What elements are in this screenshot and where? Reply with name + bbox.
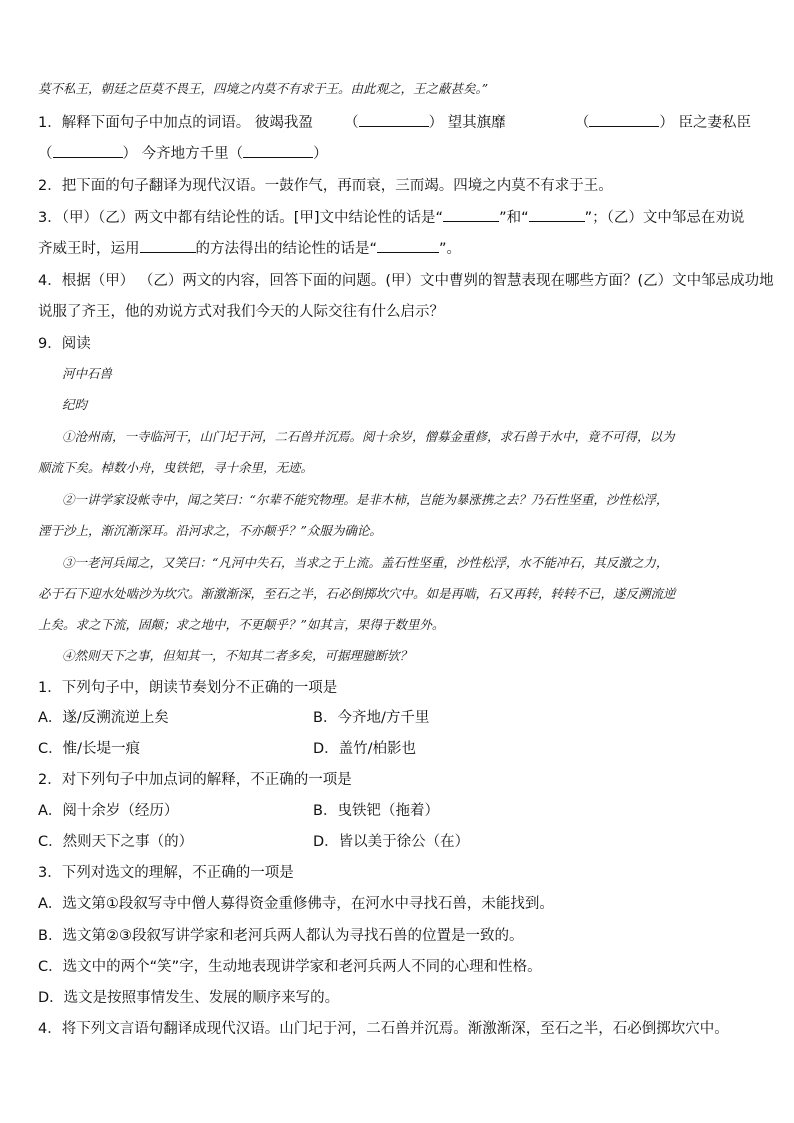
passage-paragraph-2: ②一讲学家设帐寺中，闻之笑曰：“尔辈不能究物理。是非木柿，岂能为暴涨携之去？乃石性坚重，沙性松浮， xyxy=(62,492,669,507)
question-1-phrase: 望其旗靡 xyxy=(447,115,506,131)
question-4-line-1: 4．根据（甲） （乙）两文的内容，回答下面的问题。(甲）文中曹刿的智慧表现在哪些方面？(乙）文中邹忌成功地 xyxy=(38,273,774,289)
subquestion-1-option-a: A．遂/反溯流逆上矣 xyxy=(38,710,169,726)
answer-blank[interactable] xyxy=(359,112,429,127)
question-1-text: 1．解释下面句子中加点的词语。 彼竭我盈 xyxy=(38,115,313,131)
passage-paragraph-3: ③一老河兵闻之，又笑曰：“凡河中失石，当求之于上流。盖石性坚重，沙性松浮，水不能冲石，其反激之力， xyxy=(62,555,669,570)
question-1-line-2: （ ） 今齐地方千里（ ） xyxy=(38,143,328,165)
answer-blank[interactable] xyxy=(243,143,313,158)
subquestion-2-option-a: A．阅十余岁（经历） xyxy=(38,803,179,819)
question-4-line-2: 说服了齐王，他的劝说方式对我们今天的人际交往有什么启示？ xyxy=(38,304,444,320)
subquestion-1-option-c: C．惟/长堤一痕 xyxy=(38,741,141,757)
subquestion-1-option-b: B．今齐地/方千里 xyxy=(313,710,430,726)
continued-passage-line: 莫不私王，朝廷之臣莫不畏王，四境之内莫不有求于王。由此观之，王之蔽甚矣。” xyxy=(38,81,489,96)
subquestion-2-option-c: C．然则天下之事（的） xyxy=(38,834,194,850)
subquestion-1-option-d: D．盖竹/柏影也 xyxy=(313,741,417,757)
answer-blank[interactable] xyxy=(589,112,659,127)
subquestion-3-option-b: B．选文第②③段叙写讲学家和老河兵两人都认为寻找石兽的位置是一致的。 xyxy=(38,928,524,944)
passage-paragraph-1: ①沧州南，一寺临河干，山门圮于河，二石兽并沉焉。阅十余岁，僧募金重修，求石兽于水中，竟不可得，以为 xyxy=(62,429,675,444)
answer-blank[interactable] xyxy=(529,207,585,222)
subquestion-2-option-d: D．皆以美于徐公（在） xyxy=(313,834,470,850)
answer-blank[interactable] xyxy=(53,143,123,158)
subquestion-3-option-c: C．选文中的两个“笑”字，生动地表现讲学家和老河兵两人不同的心理和性格。 xyxy=(38,959,542,975)
passage-paragraph-3: 上矣。求之下流，固颠；求之地中，不更颠乎？”如其言，果得于数里外。 xyxy=(38,617,445,632)
subquestion-3-option-a: A．选文第①段叙写寺中僧人募得资金重修佛寺，在河水中寻找石兽，未能找到。 xyxy=(38,896,554,912)
question-2: 2．把下面的句子翻译为现代汉语。一鼓作气，再而衰，三而竭。四境之内莫不有求于王。 xyxy=(38,178,613,194)
passage-paragraph-3: 必于石下迎水处啮沙为坎穴。渐激渐深，至石之半，石必倒掷坎穴中。如是再啮，石又再转，转转不已，遂反溯流逆 xyxy=(38,586,676,601)
question-1-phrase: 臣之妻私臣 xyxy=(678,115,751,131)
subquestion-1-stem: 1．下列句子中，朗读节奏划分不正确的一项是 xyxy=(38,680,338,696)
question-3-line-2: 齐威王时，运用 的方法得出的结论性的话是“ ”。 xyxy=(38,238,461,260)
subquestion-4: 4．将下列文言语句翻译成现代汉语。山门圮于河，二石兽并沉焉。渐激渐深，至石之半，石必倒掷坎穴中。 xyxy=(38,1021,729,1037)
question-1-phrase: 今齐地方千里（ xyxy=(141,146,244,162)
question-1-line-1: 1．解释下面句子中加点的词语。 彼竭我盈 （ ） 望其旗靡 （ ） 臣之妻私臣 xyxy=(38,112,751,134)
subquestion-3-stem: 3．下列对选文的理解，不正确的一项是 xyxy=(38,865,294,881)
answer-blank[interactable] xyxy=(140,238,196,253)
subquestion-2-option-b: B．曳铁钯（拖着） xyxy=(313,803,439,819)
section-9-heading: 9．阅读 xyxy=(38,336,91,352)
answer-blank[interactable] xyxy=(377,238,439,253)
answer-blank[interactable] xyxy=(443,207,499,222)
subquestion-3-option-d: D．选文是按照事情发生、发展的顺序来写的。 xyxy=(38,990,340,1006)
question-3-line-1: 3．（甲）（乙）两文中都有结论性的话。[甲]文中结论性的话是“ ”和“ ”；（乙）文中邹忌在劝说 xyxy=(38,207,744,229)
passage-paragraph-2: 湮于沙上，渐沉渐深耳。沿河求之，不亦颠乎？”众服为确论。 xyxy=(38,523,382,538)
passage-title: 河中石兽 xyxy=(62,366,113,381)
passage-paragraph-1: 顺流下矣。棹数小舟，曳铁钯，寻十余里，无迹。 xyxy=(38,460,314,475)
passage-author: 纪昀 xyxy=(62,397,88,412)
passage-paragraph-4: ④然则天下之事，但知其一，不知其二者多矣，可据理臆断欤？ xyxy=(62,648,413,663)
subquestion-2-stem: 2．对下列句子中加点词的解释，不正确的一项是 xyxy=(38,772,352,788)
